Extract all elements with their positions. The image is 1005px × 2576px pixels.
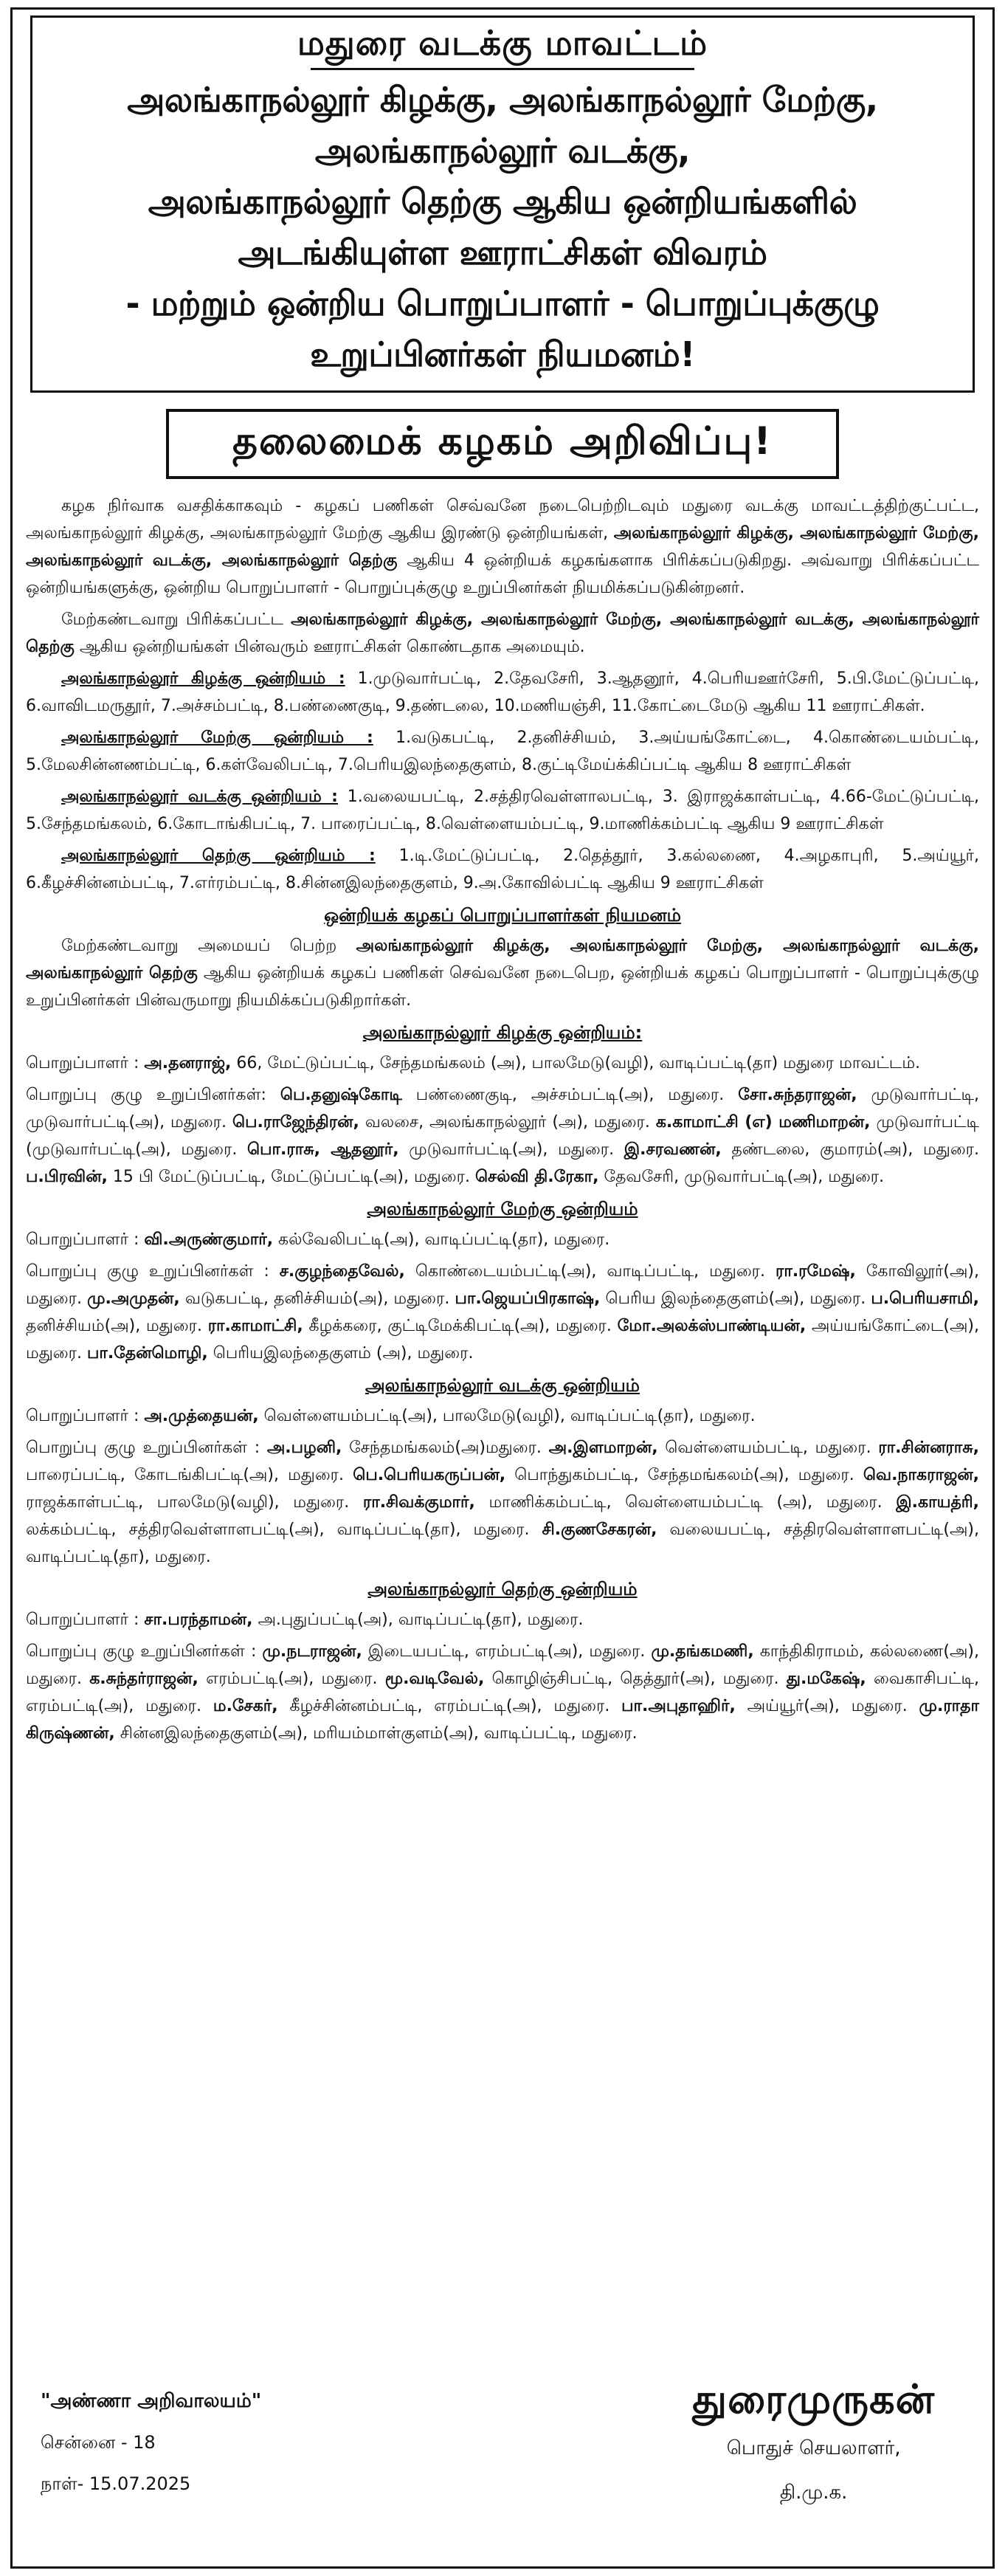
member-address: வெள்ளையம்பட்டி, மதுரை. [657,1438,879,1457]
member-name: ரா.சின்னராசு, [878,1438,979,1457]
member-address: சின்னஇலந்தைகுளம்(அ), மரியம்மாள்குளம்(அ), வாடிப்பட்டி, மதுரை. [114,1723,638,1743]
members-paragraph [26,1081,979,1191]
union-label: அலங்காநல்லூர் மேற்கு ஒன்றியம் : [61,728,373,747]
intro-text: ஆகிய ஒன்றியங்கள் பின்வரும் ஊராட்சிகள் கொண்டதாக அமையும். [74,637,585,656]
incharge-line [26,1050,979,1077]
member-name: ரா.காமாட்சி, [207,1316,303,1335]
headline-line-2: அலங்காநல்லூர் தெற்கு ஆகிய ஒன்றியங்களில் அடங்கியுள்ள ஊராட்சிகள் விவரம் [148,181,857,272]
member-name: பா.தேன்மொழி, [86,1343,208,1363]
signatory-designation: பொதுச் செயலாளர், [726,2437,901,2459]
appointments-unions-bold: அலங்காநல்லூர் கிழக்கு, அலங்காநல்லூர் மேற்கு, அலங்காநல்லூர் வடக்கு, அலங்காநல்லூர் தெற்கு [26,936,979,982]
member-name: இ.காயத்ரி, [896,1492,979,1512]
incharge-label: பொறுப்பாளர் : [26,1230,145,1249]
member-name: பெ.பெரியகருப்பன், [353,1465,506,1484]
union-villages-north [26,783,979,838]
member-name: து.மகேஷ், [786,1669,866,1688]
section-title: அலங்காநல்லூர் தெற்கு ஒன்றியம் [367,1578,638,1599]
member-name: அ.இளமாறன், [548,1438,658,1457]
notice-title: தலைமைக் கழகம் அறிவிப்பு! [166,409,839,479]
incharge-label: பொறுப்பாளர் : [26,1053,145,1072]
member-name: செல்வி தி.ரேகா, [474,1167,599,1186]
footer [26,2373,979,2558]
member-name: ச.குழந்தைவேல், [279,1261,405,1281]
union-label: அலங்காநல்லூர் வடக்கு ஒன்றியம் : [61,787,338,806]
notice-body [26,492,979,1747]
member-address: தேவசேரி, முடுவார்பட்டி(அ), மதுரை. [598,1167,885,1186]
union-label: அலங்காநல்லூர் கிழக்கு ஒன்றியம் : [61,669,345,688]
member-address: சேந்தமங்கலம்(அ)மதுரை. [342,1438,549,1457]
member-name: வெ.நாகராஜன், [863,1465,980,1484]
member-address: கோவிலூர்(அ), மதுரை. [26,1261,979,1308]
section-title: அலங்காநல்லூர் வடக்கு ஒன்றியம் [365,1374,640,1396]
headline-line-3: - மற்றும் ஒன்றிய பொறுப்பாளர் - பொறுப்புக்குழு உறுப்பினர்கள் நியமனம்! [125,283,880,374]
member-address: பெரியஇலந்தைகுளம் (அ), மதுரை. [207,1343,474,1363]
headline-line-1: அலங்காநல்லூர் கிழக்கு, அலங்காநல்லூர் மேற்கு, அலங்காநல்லூர் வடக்கு, [127,79,878,171]
member-name: பெ.தனுஷ்கோடி [280,1085,402,1104]
union-villages-west [26,724,979,779]
member-name: ப.பெரியசாமி, [871,1289,979,1308]
members-paragraph [26,1638,979,1747]
incharge-line [26,1226,979,1253]
appointments-text: மேற்கண்டவாறு அமையப் பெற்ற [61,936,356,955]
intro-unions-bold: அலங்காநல்லூர் கிழக்கு, அலங்காநல்லூர் மேற்கு, அலங்காநல்லூர் வடக்கு, அலங்காநல்லூர் தெற்கு [26,610,979,656]
member-address: கொழிஞ்சிபட்டி, தெத்தூர்(அ), மதுரை. [484,1669,787,1688]
intro-text: கழக நிர்வாக வசதிக்காகவும் - கழகப் பணிகள் செவ்வனே நடைபெற்றிடவும் மதுரை வடக்கு மாவட்டத்திற்குட்பட்ட, அலங்காநல்லூர் கிழக்கு, அலங்காநல்லூர் மேற்கு ஆகிய இரண்டு ஒன்றியங்கள், [26,496,979,543]
signatory-name: துரைமுருகன் [692,2376,935,2422]
member-name: மு.அமுதன், [87,1289,180,1308]
intro-unions-bold: அலங்காநல்லூர் கிழக்கு, அலங்காநல்லூர் மேற்கு, அலங்காநல்லூர் வடக்கு, அலங்காநல்லூர் தெற்கு [26,523,979,570]
member-address: முடுவார்பட்டி(அ), மதுரை. [398,1140,624,1159]
incharge-line [26,1606,979,1633]
member-address: கீழக்கரை, குட்டிமேக்கிபட்டி(அ), மதுரை. [303,1316,618,1335]
member-address: வலசை, அலங்காநல்லூர் (அ), மதுரை. [359,1112,656,1132]
members-label: பொறுப்பு குழு உறுப்பினர்கள் : [26,1261,280,1281]
member-name: பொ.ராசு, ஆதனூர், [247,1140,399,1159]
member-address: வைகாசிபட்டி, எரம்பட்டி(அ), மதுரை. [26,1669,980,1715]
union-label: அலங்காநல்லூர் தெற்கு ஒன்றியம் : [61,846,376,865]
member-address: கீழச்சின்னம்பட்டி, எரம்பட்டி(அ), மதுரை. [277,1696,622,1715]
members-label: பொறுப்பு குழு உறுப்பினர்கள் : [26,1642,263,1661]
member-address: ராஜக்காள்பட்டி, பாலமேடு(வழி), மதுரை. [26,1492,363,1512]
incharge-address: கல்வேலிபட்டி(அ), வாடிப்பட்டி(தா), மதுரை. [273,1230,610,1249]
member-name: மு.தங்கமணி, [651,1642,754,1661]
member-address: பொந்துகம்பட்டி, சேந்தமங்கலம்(அ), மதுரை. [505,1465,863,1484]
intro-paragraph-2 [26,606,979,661]
member-name: மு.ராதா கிருஷ்ணன், [26,1696,979,1743]
member-name: சோ.சுந்தராஜன், [738,1085,857,1104]
district-title: மதுரை வடக்கு மாவட்டம் [297,23,708,63]
member-address: கொண்டையம்பட்டி(அ), வாடிப்பட்டி, மதுரை. [404,1261,776,1281]
notice-border [10,7,995,2569]
office-city: சென்னை - 18 [41,2432,156,2453]
party-name: தி.மு.க. [779,2482,848,2504]
office-name: "அண்ணா அறிவாலயம்" [41,2390,262,2412]
union-villages-east [26,665,979,720]
member-name: ரா.சிவக்குமார், [362,1492,475,1512]
incharge-name: அ.தனராஜ், [144,1053,232,1072]
member-address: அய்யூர்(அ), மதுரை. [735,1696,919,1715]
member-address: மாணிக்கம்பட்டி, வெள்ளையம்பட்டி (அ), மதுரை. [474,1492,897,1512]
member-name: க.சுந்தர்ராஜன், [89,1669,198,1688]
incharge-name: வி.அருண்குமார், [144,1230,274,1249]
member-address: தண்டலை, குமாரம்(அ), மதுரை. [721,1140,980,1159]
incharge-address: அ.புதுப்பட்டி(அ), வாடிப்பட்டி(தா), மதுரை. [252,1610,584,1629]
member-name: மு.நடராஜன், [262,1642,362,1661]
intro-paragraph-1 [26,492,979,602]
member-address: பண்ணைகுடி, அச்சம்பட்டி(அ), மதுரை. [401,1085,739,1104]
member-address: வடுகபட்டி, தனிச்சியம்(அ), மதுரை. [179,1289,455,1308]
member-address: காந்திகிராமம், கல்லணை(அ), மதுரை. [26,1642,979,1688]
member-name: பெ.ராஜேந்திரன், [232,1112,359,1132]
incharge-line [26,1402,979,1430]
incharge-name: அ.முத்தையன், [144,1406,259,1425]
intro-text: ஆகிய 4 ஒன்றியக் கழகங்களாக பிரிக்கப்படுகிறது. அவ்வாறு பிரிக்கப்பட்ட ஒன்றியங்களுக்கு, ஒன்றிய பொறுப்பாளர் - பொறுப்புக்குழு உறுப்பினர்கள் நியமிக்கப்படுகின்றனர். [26,551,979,597]
member-name: க.காமாட்சி (எ) மணிமாறன், [655,1112,871,1132]
union-villages: 1.வடுகபட்டி, 2.தனிச்சியம், 3.அய்யங்கோட்டை, 4.கொண்டையம்பட்டி, 5.மேலசின்னணம்பட்டி, 6.கள்வேலிபட்டி, 7.பெரியஇலந்தைகுளம், 8.குட்டிமேய்க்கிப்பட்டி ஆகிய 8 ஊராட்சிகள் [26,728,979,774]
incharge-name: சா.பரந்தாமன், [144,1610,253,1629]
notice-date: நாள்- 15.07.2025 [41,2473,191,2494]
incharge-label: பொறுப்பாளர் : [26,1406,145,1425]
incharge-address: 66, மேட்டுப்பட்டி, சேந்தமங்கலம் (அ), பாலமேடு(வழி), வாடிப்பட்டி(தா) மதுரை மாவட்டம். [231,1053,921,1072]
member-address: லக்கம்பட்டி, சத்திரவெள்ளாளபட்டி(அ), வாடிப்பட்டி(தா), மதுரை. [26,1520,542,1539]
member-address: பாரைப்பட்டி, கோடங்கிபட்டி(அ), மதுரை. [26,1465,353,1484]
union-villages: 1.முடுவார்பட்டி, 2.தேவசேரி, 3.ஆதனூர், 4.பெரியஊர்சேரி, 5.பி.மேட்டுப்பட்டி, 6.வாவிடமருதூர், 7.அச்சம்பட்டி, 8.பண்ணைகுடி, 9.தண்டலை, 10.மணியஞ்சி, 11.கோட்டைமேடு ஆகிய 11 ஊராட்சிகள். [26,669,979,715]
member-name: ம.சேகர், [213,1696,278,1715]
incharge-address: வெள்ளையம்பட்டி(அ), பாலமேடு(வழி), வாடிப்பட்டி(தா), மதுரை. [258,1406,756,1425]
footer-right [692,2373,935,2515]
section-title: அலங்காநல்லூர் மேற்கு ஒன்றியம் [367,1198,638,1219]
footer-left [41,2380,261,2504]
member-name: இ.சரவணன், [624,1140,722,1159]
union-sections [26,1019,979,1747]
members-label: பொறுப்பு குழு உறுப்பினர்கள்: [26,1085,280,1104]
member-name: சி.குணசேகரன், [542,1520,657,1539]
section-title: அலங்காநல்லூர் கிழக்கு ஒன்றியம்: [362,1022,643,1043]
member-name: மூ.வடிவேல், [384,1669,485,1688]
member-address: அய்யங்கோட்டை(அ), மதுரை. [26,1316,979,1363]
member-address: இடையபட்டி, எரம்பட்டி(அ), மதுரை. [362,1642,652,1661]
member-name: ரா.ரமேஷ், [775,1261,856,1281]
intro-text: மேற்கண்டவாறு பிரிக்கப்பட்ட [61,610,291,629]
member-address: 15 பி மேட்டுப்பட்டி, மேட்டுப்பட்டி(அ), மதுரை. [107,1167,475,1186]
appointments-paragraph [26,932,979,1014]
member-name: பா.அபுதாஹிர், [621,1696,736,1715]
member-name: அ.பழனி, [266,1438,342,1457]
member-address: பெரிய இலந்தைகுளம்(அ), மதுரை. [600,1289,871,1308]
members-label: பொறுப்பு குழு உறுப்பினர்கள் : [26,1438,267,1457]
union-villages: 1.டி.மேட்டுப்பட்டி, 2.தெத்தூர், 3.கல்லணை, 4.அழகாபுரி, 5.அய்யூர், 6.கீழச்சின்னம்பட்டி, 7.எர்ரம்பட்டி, 8.சின்னஇலந்தைகுளம், 9.அ.கோவில்பட்டி ஆகிய 9 ஊராட்சிகள் [26,846,979,892]
union-villages: 1.வலையபட்டி, 2.சத்திரவெள்ளாலபட்டி, 3. இராஜக்காள்பட்டி, 4.66-மேட்டுப்பட்டி, 5.சேந்தமங்கலம், 6.கோடாங்கிபட்டி, 7. பாரைப்பட்டி, 8.வெள்ளையம்பட்டி, 9.மாணிக்கம்பட்டி ஆகிய 9 ஊராட்சிகள் [26,787,979,833]
member-address: முடுவார்பட்டி (முடுவார்பட்டி(அ), மதுரை. [26,1112,979,1159]
member-name: ப.பிரவின், [26,1167,108,1186]
member-address: வலையபட்டி, சத்திரவெள்ளாளபட்டி(அ), வாடிப்பட்டி(தா), மதுரை. [26,1520,980,1566]
member-address: தனிச்சியம்(அ), மதுரை. [26,1316,208,1335]
member-address: முடுவார்பட்டி, முடுவார்பட்டி(அ), மதுரை. [26,1085,979,1132]
member-address: எரம்பட்டி(அ), மதுரை. [198,1669,385,1688]
members-paragraph [26,1434,979,1571]
members-paragraph [26,1258,979,1367]
member-name: மோ.அலக்ஸ்பாண்டியன், [617,1316,807,1335]
member-name: பா.ஜெயப்பிரகாஷ், [455,1289,601,1308]
union-villages-south [26,842,979,897]
appointments-text: ஆகிய ஒன்றியக் கழகப் பணிகள் செவ்வனே நடைபெற, ஒன்றியக் கழகப் பொறுப்பாளர் - பொறுப்புக்குழு உறுப்பினர்கள் பின்வருமாறு நியமிக்கப்படுகிறார்கள். [26,963,979,1010]
header-box [30,16,975,393]
incharge-label: பொறுப்பாளர் : [26,1610,145,1629]
district-underline [311,68,694,70]
appointments-title: ஒன்றியக் கழகப் பொறுப்பாளர்கள் நியமனம் [324,904,681,926]
